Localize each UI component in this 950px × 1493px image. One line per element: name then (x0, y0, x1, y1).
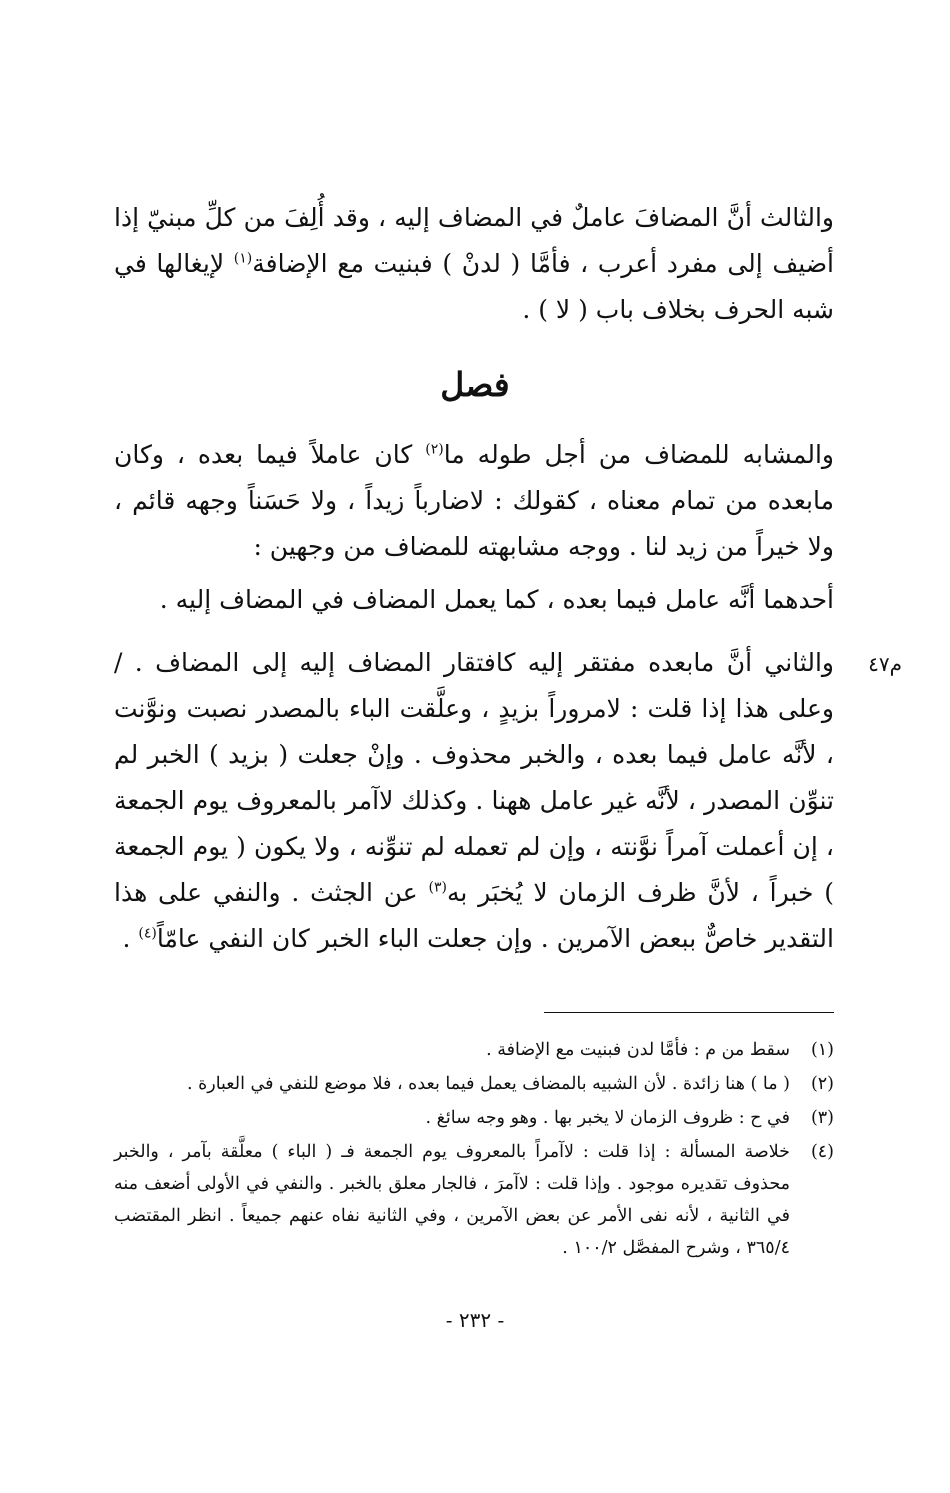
footnote-number: (٤) (810, 1142, 834, 1162)
paragraph-1-end: لإيغالها في شبه الحرف بخلاف باب ( لا ) . (114, 249, 834, 324)
paragraph-4-b: عن الجثث . والنفي على هذا التقدير خاصٌّ ببعض الآمرين . وإن جعلت الباء الخبر كان النفي عامّاً (114, 878, 834, 953)
paragraph-2 (114, 432, 834, 570)
paragraph-1-text: والثالث أنَّ المضافَ عاملٌ في المضاف إليه ، وقد أُلِفَ من كلِّ مبنيّ إذا أضيف إلى مفرد أعرب ، فأمَّا ( لدنْ ) فبنيت مع الإضافة (114, 203, 834, 278)
paragraph-2-start: والمشابه للمضاف من أجل طوله ما (443, 440, 834, 469)
footnote (114, 1034, 834, 1066)
footnote-ref-1: (١) (233, 250, 253, 267)
margin-note: م٤٧ (868, 652, 902, 676)
footnote-text: في ح : ظروف الزمان لا يخبر بها . وهو وجه سائغ . (425, 1108, 790, 1128)
footnote-number: (١) (810, 1040, 834, 1060)
footnote-divider (544, 1012, 834, 1013)
footnote (114, 1136, 834, 1264)
paragraph-4-a: والثاني أنَّ مابعده مفتقر إليه كافتقار المضاف إليه إلى المضاف . / وعلى هذا إذا قلت : لامروراً بزيدٍ ، وعلَّقت الباء بالمصدر نصبت ونوَّنت ، لأنَّه عامل فيما بعده ، والخبر محذوف . وإنْ جعلت ( بزيد ) الخبر لم تنوِّن المصدر ، لأنَّه غير عامل ههنا . وكذلك لاآمر بالمعروف يوم الجمعة ، إن أعملت آمراً نوَّنته ، وإن لم تعمله لم تنوِّنه ، ولا يكون ( يوم الجمعة ) خبراً ، لأنَّ ظرف الزمان لا يُخبَر به (114, 648, 834, 907)
paragraph-3: أحدهما أنَّه عامل فيما بعده ، كما يعمل المضاف في المضاف إليه . (159, 585, 834, 614)
paragraph-4 (114, 640, 834, 962)
footnote-text: خلاصة المسألة : إذا قلت : لاآمراً بالمعروف يوم الجمعة فـ ( الباء ) معلَّقة بآمر ، والخبر محذوف تقديره موجود . وإذا قلت : لاآمرَ ، فالجار معلق بالخبر . والنفي في الأولى أضعف منه في الثانية ، لأنه نفى الأمر عن بعض الآمرين ، وفي الثانية نفاه عنهم جميعاً . انظر المقتضب ٣٦٥/٤ ، وشرح المفصَّل ١٠٠/٢ . (114, 1142, 790, 1258)
footnote-number: (٢) (810, 1074, 834, 1094)
footnote-ref-2: (٢) (425, 441, 444, 458)
page-number: - ٢٣٢ - (445, 1308, 505, 1332)
footnote-ref-3: (٣) (428, 879, 447, 896)
footnote (114, 1068, 834, 1100)
footnote (114, 1102, 834, 1134)
section-heading: فصل (440, 365, 510, 404)
footnote-text: سقط من م : فأمَّا لدن فبنيت مع الإضافة . (486, 1040, 790, 1060)
paragraph-1 (114, 195, 834, 333)
footnote-ref-4: (٤) (138, 925, 157, 942)
paragraph-4-c: . (122, 924, 139, 953)
footnote-number: (٣) (810, 1108, 834, 1128)
paragraph-2-end: كان عاملاً فيما بعده ، وكان مابعده من تمام معناه ، كقولك : لاضارباً زيداً ، ولا حَسَناً وجهه قائم ، ولا خيراً من زيد لنا . ووجه مشابهته للمضاف من وجهين : (114, 440, 834, 561)
footnote-text: ( ما ) هنا زائدة . لأن الشبيه بالمضاف يعمل فيما بعده ، فلا موضع للنفي في العبارة . (186, 1074, 790, 1094)
